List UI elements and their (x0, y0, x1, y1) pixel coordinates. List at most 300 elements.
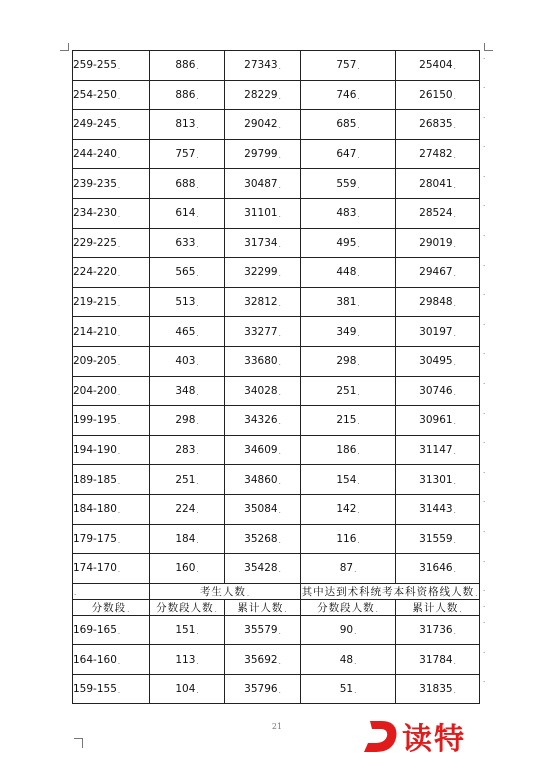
cell-value: 251 (175, 473, 196, 486)
count-cell (225, 258, 301, 288)
paragraph-mark: . (117, 300, 121, 309)
table-row (73, 554, 480, 584)
paragraph-mark: . (453, 270, 456, 279)
cell-value: 259-255 (73, 59, 117, 72)
count-cell (396, 287, 480, 317)
paragraph-mark: . (117, 240, 121, 249)
paragraph-mark: . (357, 507, 360, 516)
cell-value: 87 (339, 562, 354, 575)
table-row (73, 494, 480, 524)
paragraph-mark: . (453, 300, 456, 309)
paragraph-mark: . (117, 418, 121, 427)
cell-value: 51 (339, 683, 354, 696)
paragraph-mark: . (357, 122, 360, 131)
cell-value: 209-205 (73, 355, 117, 368)
count-cell (150, 80, 225, 110)
paragraph-mark: . (354, 566, 357, 575)
count-cell (225, 169, 301, 199)
count-cell (225, 554, 301, 584)
paragraph-mark: . (357, 92, 360, 101)
count-cell (301, 80, 396, 110)
paragraph-mark: . (117, 63, 121, 72)
paragraph-mark: . (196, 388, 199, 397)
score-range-cell (73, 258, 150, 288)
count-cell (396, 465, 480, 495)
paragraph-mark: . (196, 566, 199, 575)
count-cell (396, 674, 480, 704)
header-blank-cell: . (73, 583, 150, 599)
table-body-top (73, 51, 480, 584)
row-end-mark: . (483, 676, 486, 685)
cell-value: 26835 (419, 118, 453, 131)
count-cell (225, 287, 301, 317)
paragraph-mark: . (196, 181, 199, 190)
table-row (73, 110, 480, 140)
cell-value: 35796 (244, 683, 278, 696)
cell-value: 757 (175, 148, 196, 161)
paragraph-mark: . (196, 240, 199, 249)
row-end-mark: . (483, 259, 486, 268)
cell-value: 813 (175, 118, 196, 131)
row-end-mark: . (483, 82, 486, 91)
paragraph-mark: . (357, 211, 360, 220)
header-cumulative: 累计人数. (225, 599, 301, 615)
paragraph-mark: . (453, 329, 456, 338)
cell-value: 31734 (244, 236, 278, 249)
count-cell (301, 524, 396, 554)
paragraph-mark: . (278, 181, 281, 190)
cell-value: 174-170 (73, 562, 117, 575)
cell-value: 234-230 (73, 207, 117, 220)
paragraph-mark: . (278, 152, 281, 161)
paragraph-mark: . (117, 477, 121, 486)
count-cell (225, 228, 301, 258)
cell-value: 30197 (419, 325, 453, 338)
score-range-cell (73, 287, 150, 317)
table-row (73, 645, 480, 675)
cell-value: 142 (336, 503, 357, 516)
count-cell (301, 198, 396, 228)
cell-value: 348 (175, 384, 196, 397)
row-end-mark: . (483, 289, 486, 298)
cell-value: 48 (339, 653, 354, 666)
cell-value: 349 (336, 325, 357, 338)
cell-value: 31301 (419, 473, 453, 486)
header-qualified: 其中达到术科统考本科资格线人数. (301, 583, 480, 599)
cell-value: 647 (336, 148, 357, 161)
paragraph-mark: . (354, 657, 357, 666)
count-cell (150, 51, 225, 81)
cell-value: 298 (175, 414, 196, 427)
cell-value: 30746 (419, 384, 453, 397)
cell-value: 224-220 (73, 266, 117, 279)
paragraph-mark: . (357, 329, 360, 338)
count-cell (225, 110, 301, 140)
cell-value: 31736 (419, 623, 453, 636)
cell-value: 30487 (244, 177, 278, 190)
row-end-mark: . (483, 318, 486, 327)
crop-mark-bottom-left (74, 738, 82, 739)
count-cell (225, 674, 301, 704)
paragraph-mark: . (196, 63, 199, 72)
count-cell (301, 615, 396, 645)
table-row (73, 615, 480, 645)
count-cell (301, 494, 396, 524)
score-range-cell (73, 674, 150, 704)
row-end-mark: . (483, 437, 486, 446)
paragraph-mark: . (357, 152, 360, 161)
count-cell (150, 169, 225, 199)
paragraph-mark: . (453, 477, 456, 486)
row-end-mark: . (483, 52, 486, 61)
paragraph-mark: . (357, 300, 360, 309)
cell-value: 29019 (419, 236, 453, 249)
cell-value: 215 (336, 414, 357, 427)
crop-mark-top-left (68, 43, 69, 51)
cell-value: 184-180 (73, 503, 117, 516)
paragraph-mark: . (196, 477, 199, 486)
row-end-mark: . (483, 230, 486, 239)
paragraph-mark: . (117, 270, 121, 279)
count-cell (225, 198, 301, 228)
cell-value: 219-215 (73, 296, 117, 309)
paragraph-mark: . (453, 181, 456, 190)
cell-value: 633 (175, 236, 196, 249)
count-cell (150, 139, 225, 169)
paragraph-mark: . (357, 388, 360, 397)
paragraph-mark: . (278, 507, 281, 516)
row-end-mark: . (483, 617, 486, 626)
paragraph-mark: . (117, 657, 121, 666)
cell-value: 28524 (419, 207, 453, 220)
paragraph-mark: . (357, 418, 360, 427)
paragraph-mark: . (196, 687, 199, 696)
row-end-mark: . (483, 585, 486, 594)
count-cell (225, 465, 301, 495)
cell-value: 886 (175, 88, 196, 101)
count-cell (396, 51, 480, 81)
paragraph-mark: . (278, 477, 281, 486)
count-cell (396, 406, 480, 436)
paragraph-mark: . (278, 536, 281, 545)
row-end-mark: . (483, 601, 486, 610)
paragraph-mark: . (453, 627, 456, 636)
cell-value: 35692 (244, 653, 278, 666)
paragraph-mark: . (453, 418, 456, 427)
count-cell (301, 346, 396, 376)
paragraph-mark: . (453, 566, 456, 575)
cell-value: 34326 (244, 414, 278, 427)
score-range-cell (73, 110, 150, 140)
cell-value: 403 (175, 355, 196, 368)
count-cell (150, 198, 225, 228)
count-cell (150, 615, 225, 645)
paragraph-mark: . (453, 63, 456, 72)
cell-value: 151 (175, 623, 196, 636)
count-cell (150, 435, 225, 465)
cell-value: 31646 (419, 562, 453, 575)
table-row (73, 198, 480, 228)
count-cell (301, 169, 396, 199)
score-range-cell (73, 346, 150, 376)
cell-value: 448 (336, 266, 357, 279)
crop-mark-top-left (60, 50, 68, 51)
count-cell (225, 80, 301, 110)
paragraph-mark: . (117, 211, 121, 220)
paragraph-mark: . (278, 448, 281, 457)
cell-value: 104 (175, 683, 196, 696)
header-group-row (73, 583, 480, 599)
cell-value: 685 (336, 118, 357, 131)
count-cell (396, 346, 480, 376)
paragraph-mark: . (196, 536, 199, 545)
cell-value: 614 (175, 207, 196, 220)
count-cell (301, 674, 396, 704)
cell-value: 26150 (419, 88, 453, 101)
cell-value: 184 (175, 532, 196, 545)
cell-value: 25404 (419, 59, 453, 72)
count-cell (396, 169, 480, 199)
score-range-cell (73, 645, 150, 675)
cell-value: 28041 (419, 177, 453, 190)
paragraph-mark: . (453, 359, 456, 368)
cell-value: 194-190 (73, 444, 117, 457)
paragraph-mark: . (196, 270, 199, 279)
paragraph-mark: . (453, 122, 456, 131)
score-range-cell (73, 524, 150, 554)
paragraph-mark: . (196, 152, 199, 161)
count-cell (396, 80, 480, 110)
count-cell (301, 435, 396, 465)
count-cell (301, 465, 396, 495)
paragraph-mark: . (117, 92, 121, 101)
count-cell (225, 376, 301, 406)
row-end-mark: . (483, 200, 486, 209)
cell-value: 179-175 (73, 532, 117, 545)
paragraph-mark: . (117, 359, 121, 368)
count-cell (150, 110, 225, 140)
cell-value: 35268 (244, 532, 278, 545)
row-end-mark: . (483, 526, 486, 534)
header-qualified-range-count: 分数段人数. (301, 599, 396, 615)
cell-value: 31147 (419, 444, 453, 457)
score-range-cell (73, 494, 150, 524)
paragraph-mark: . (117, 536, 121, 545)
table-header (73, 583, 480, 615)
count-cell (301, 554, 396, 584)
count-cell (225, 346, 301, 376)
count-cell (150, 317, 225, 347)
paragraph-mark: . (278, 687, 281, 696)
cell-value: 35579 (244, 623, 278, 636)
cell-value: 513 (175, 296, 196, 309)
cell-value: 214-210 (73, 325, 117, 338)
header-column-row (73, 599, 480, 615)
score-distribution-table (72, 50, 480, 704)
count-cell (225, 51, 301, 81)
paragraph-mark: . (453, 687, 456, 696)
row-end-mark: . (483, 407, 486, 416)
paragraph-mark: . (196, 211, 199, 220)
cell-value: 29799 (244, 148, 278, 161)
cell-value: 154 (336, 473, 357, 486)
table-row (73, 524, 480, 554)
count-cell (150, 494, 225, 524)
paragraph-mark: . (196, 448, 199, 457)
paragraph-mark: . (278, 359, 281, 368)
cell-value: 244-240 (73, 148, 117, 161)
paragraph-mark: . (117, 627, 121, 636)
cell-value: 160 (175, 562, 196, 575)
cell-value: 688 (175, 177, 196, 190)
row-end-mark: . (483, 496, 486, 505)
paragraph-mark: . (357, 359, 360, 368)
count-cell (396, 317, 480, 347)
paragraph-mark: . (278, 627, 281, 636)
cell-value: 34860 (244, 473, 278, 486)
paragraph-mark: . (117, 122, 121, 131)
paragraph-mark: . (278, 657, 281, 666)
count-cell (396, 554, 480, 584)
header-range-count: 分数段人数. (150, 599, 225, 615)
score-range-cell (73, 317, 150, 347)
paragraph-mark: . (117, 448, 121, 457)
cell-value: 35084 (244, 503, 278, 516)
table-row (73, 317, 480, 347)
cell-value: 159-155 (73, 683, 117, 696)
paragraph-mark: . (357, 181, 360, 190)
table-row (73, 435, 480, 465)
paragraph-mark: . (196, 92, 199, 101)
paragraph-mark: . (196, 657, 199, 666)
cell-value: 283 (175, 444, 196, 457)
header-score-range: 分数段. (73, 599, 150, 615)
paragraph-mark: . (117, 566, 121, 575)
table-row (73, 287, 480, 317)
score-range-cell (73, 80, 150, 110)
cell-value: 239-235 (73, 177, 117, 190)
count-cell (225, 435, 301, 465)
cell-value: 886 (175, 59, 196, 72)
count-cell (396, 258, 480, 288)
cell-value: 116 (336, 532, 357, 545)
count-cell (225, 317, 301, 347)
paragraph-mark: . (278, 300, 281, 309)
table-row (73, 80, 480, 110)
paragraph-mark: . (196, 627, 199, 636)
cell-value: 298 (336, 355, 357, 368)
cell-value: 559 (336, 177, 357, 190)
count-cell (150, 645, 225, 675)
paragraph-mark: . (278, 388, 281, 397)
count-cell (150, 406, 225, 436)
count-cell (396, 198, 480, 228)
count-cell (301, 258, 396, 288)
cell-value: 31101 (244, 207, 278, 220)
paragraph-mark: . (453, 657, 456, 666)
table-row (73, 258, 480, 288)
paragraph-mark: . (278, 63, 281, 72)
cell-value: 27343 (244, 59, 278, 72)
row-end-mark: . (483, 141, 486, 150)
paragraph-mark: . (357, 240, 360, 249)
count-cell (396, 139, 480, 169)
dute-logo (362, 712, 522, 758)
count-cell (396, 435, 480, 465)
table-row (73, 169, 480, 199)
count-cell (396, 494, 480, 524)
paragraph-mark: . (117, 507, 121, 516)
count-cell (150, 524, 225, 554)
paragraph-mark: . (278, 418, 281, 427)
row-end-mark: . (483, 646, 486, 655)
cell-value: 35428 (244, 562, 278, 575)
count-cell (301, 645, 396, 675)
cell-value: 90 (339, 623, 354, 636)
count-cell (150, 287, 225, 317)
paragraph-mark: . (453, 211, 456, 220)
cell-value: 33277 (244, 325, 278, 338)
score-range-cell (73, 139, 150, 169)
cell-value: 495 (336, 236, 357, 249)
count-cell (396, 615, 480, 645)
paragraph-mark: . (278, 211, 281, 220)
page-number: 21 (271, 722, 283, 731)
dute-d-icon (362, 716, 402, 756)
cell-value: 164-160 (73, 653, 117, 666)
paragraph-mark: . (278, 329, 281, 338)
cell-value: 249-245 (73, 118, 117, 131)
paragraph-mark: . (453, 448, 456, 457)
count-cell (150, 554, 225, 584)
count-cell (150, 346, 225, 376)
row-end-mark: . (483, 555, 486, 564)
cell-value: 33680 (244, 355, 278, 368)
table-row (73, 674, 480, 704)
paragraph-mark: . (453, 240, 456, 249)
score-range-cell (73, 554, 150, 584)
paragraph-mark: . (278, 566, 281, 575)
cell-value: 483 (336, 207, 357, 220)
paragraph-mark: . (196, 418, 199, 427)
paragraph-mark: . (117, 388, 121, 397)
cell-value: 29042 (244, 118, 278, 131)
count-cell (150, 465, 225, 495)
score-range-cell (73, 615, 150, 645)
header-qualified-cumulative: 累计人数. (396, 599, 480, 615)
table-row (73, 139, 480, 169)
cell-value: 27482 (419, 148, 453, 161)
score-range-cell (73, 228, 150, 258)
count-cell (150, 228, 225, 258)
cell-value: 199-195 (73, 414, 117, 427)
paragraph-mark: . (117, 329, 121, 338)
cell-value: 34609 (244, 444, 278, 457)
count-cell (150, 674, 225, 704)
score-range-cell (73, 465, 150, 495)
paragraph-mark: . (357, 536, 360, 545)
row-end-mark: . (483, 170, 486, 179)
cell-value: 113 (175, 653, 196, 666)
paragraph-mark: . (357, 63, 360, 72)
cell-value: 465 (175, 325, 196, 338)
paragraph-mark: . (453, 152, 456, 161)
count-cell (396, 524, 480, 554)
paragraph-mark: . (278, 92, 281, 101)
crop-mark-top-right (485, 50, 493, 51)
count-cell (301, 228, 396, 258)
count-cell (301, 317, 396, 347)
